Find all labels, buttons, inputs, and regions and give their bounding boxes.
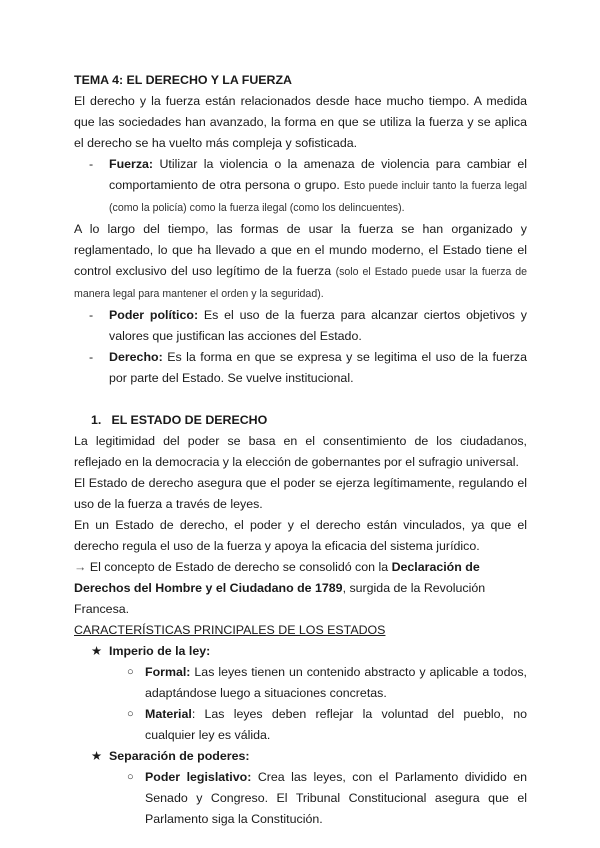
formal-term: Formal:	[145, 665, 191, 679]
star-item-imperio	[74, 641, 527, 662]
separacion-label: Separación de poderes:	[109, 749, 250, 763]
dash-marker: -	[89, 350, 94, 364]
poder-politico-text: Es el uso de la fuerza para alcanzar ciertos objetivos y valores que justifican las acciones del Estado.	[109, 308, 527, 343]
derecho-term: Derecho:	[109, 350, 163, 364]
paragraph2-note: (solo el Estado puede usar la fuerza de manera legal para mantener el orden y la seguridad).	[74, 266, 527, 300]
fuerza-term: Fuerza:	[109, 157, 154, 171]
list-item-fuerza	[74, 154, 527, 219]
section-paragraph-1: La legitimidad del poder se basa en el consentimiento de los ciudadanos, reflejado en la democracia y la elección de gobernantes por el sufragio universal.	[74, 434, 527, 469]
sub-item-legislativo	[74, 767, 527, 830]
page-title: TEMA 4: EL DERECHO Y LA FUERZA	[74, 73, 293, 87]
sub-item-formal	[74, 662, 527, 704]
dash-marker: -	[89, 157, 94, 171]
material-text: : Las leyes deben reflejar la voluntad del pueblo, no cualquier ley es válida.	[145, 707, 527, 742]
sub-item-material	[74, 704, 527, 746]
p4-pre: El concepto de Estado de derecho se consolidó con la	[89, 560, 389, 574]
section-paragraph-3: En un Estado de derecho, el poder y el derecho están vinculados, ya que el derecho regula el uso de la fuerza y apoya la eficacia del sistema jurídico.	[74, 518, 527, 553]
legislativo-term: Poder legislativo:	[145, 770, 252, 784]
fuerza-text: Utilizar la violencia o la amenaza de violencia para cambiar el comportamiento de otra persona o grupo.	[109, 157, 527, 192]
star-icon: ★	[91, 644, 103, 658]
p4-post: , surgida de la Revolución Francesa.	[74, 581, 486, 616]
arrow-icon: →	[74, 560, 87, 574]
paragraph-monopolio-fuerza	[74, 219, 527, 305]
material-term: Material	[145, 707, 192, 721]
intro-paragraph: El derecho y la fuerza están relacionados desde hace mucho tiempo. A medida que las sociedades han avanzado, la forma en que se utiliza la fuerza y se aplica el derecho se ha vuelto más compleja y sofisticada.	[74, 94, 527, 150]
characteristics-heading: CARACTERÍSTICAS PRINCIPALES DE LOS ESTADOS	[74, 623, 386, 637]
spacer	[74, 389, 527, 410]
paragraph2-text: A lo largo del tiempo, las formas de usar la fuerza se han organizado y reglamentado, lo que ha llevado a que en el mundo moderno, el Estado tiene el control exclusivo del uso legítimo de la fuerza	[74, 222, 527, 278]
p4-bold: Declaración de Derechos del Hombre y el Ciudadano de 1789	[74, 560, 480, 595]
list-item-derecho	[74, 347, 527, 389]
derecho-text: Es la forma en que se expresa y se legitima el uso de la fuerza por parte del Estado. Se vuelve institucional.	[109, 350, 527, 385]
section-number: 1.	[91, 413, 102, 427]
imperio-label: Imperio de la ley:	[109, 644, 211, 658]
section-paragraph-2: El Estado de derecho asegura que el poder se ejerza legítimamente, regulando el uso de la fuerza a través de leyes.	[74, 476, 527, 511]
formal-text: Las leyes tienen un contenido abstracto y aplicable a todos, adaptándose luego a situaciones concretas.	[145, 665, 527, 700]
section-title: EL ESTADO DE DERECHO	[111, 413, 268, 427]
circle-bullet-icon: ○	[127, 708, 134, 720]
poder-politico-term: Poder político:	[109, 308, 199, 322]
section-heading	[74, 410, 527, 431]
circle-bullet-icon: ○	[127, 666, 134, 678]
fuerza-note: Esto puede incluir tanto la fuerza legal (como la policía) como la fuerza ilegal (como los delincuentes).	[109, 180, 527, 214]
dash-marker: -	[89, 308, 94, 322]
document-page	[74, 70, 527, 830]
list-item-poder-politico	[74, 305, 527, 347]
star-item-separacion	[74, 746, 527, 767]
section-paragraph-4	[74, 557, 527, 620]
circle-bullet-icon: ○	[127, 771, 134, 783]
star-icon: ★	[91, 749, 103, 763]
legislativo-text: Crea las leyes, con el Parlamento dividido en Senado y Congreso. El Tribunal Constitucional asegura que el Parlamento siga la Constitución.	[145, 770, 527, 826]
